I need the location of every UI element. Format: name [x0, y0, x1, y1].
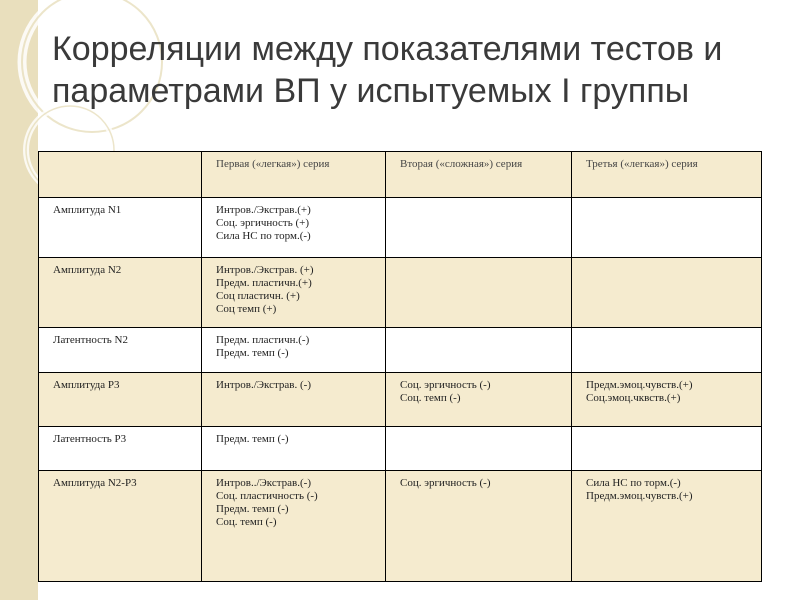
cell-line: Соц.эмоц.чквств.(+) — [586, 392, 681, 404]
table-cell-empty — [386, 258, 572, 328]
table-cell-empty — [386, 427, 572, 471]
table-cell — [202, 198, 386, 258]
row-label: Амплитуда P3 — [39, 373, 202, 427]
row-label: Амплитуда N2-P3 — [39, 471, 202, 582]
cell-line: Предм. темп (-) — [216, 433, 289, 445]
header-cell-series-1: Первая («легкая») серия — [202, 152, 386, 198]
table-row — [39, 427, 762, 471]
table-row — [39, 258, 762, 328]
table-cell-empty — [386, 328, 572, 373]
cell-line: Предм. пластичн.(-) — [216, 334, 310, 346]
cell-line: Сила НС по торм.(-) — [586, 477, 681, 489]
row-label: Латентность P3 — [39, 427, 202, 471]
table-cell — [202, 373, 386, 427]
table-row — [39, 471, 762, 582]
header-cell-series-3: Третья («легкая») серия — [572, 152, 762, 198]
cell-line: Интров./Экстрав. (+) — [216, 264, 314, 276]
cell-line: Соц. пластичность (-) — [216, 490, 318, 502]
cell-line: Предм. пластичн.(+) — [216, 277, 312, 289]
header-cell-empty — [39, 152, 202, 198]
cell-line: Соц. эргичность (+) — [216, 217, 310, 229]
cell-line: Предм. темп (-) — [216, 503, 289, 515]
cell-line: Соц. темп (-) — [400, 392, 461, 404]
cell-line: Интров../Экстрав.(-) — [216, 477, 311, 489]
cell-line: Предм.эмоц.чувств.(+) — [586, 490, 693, 502]
table-cell — [202, 427, 386, 471]
cell-line: Интров./Экстрав.(+) — [216, 204, 311, 216]
cell-line: Соц темп (+) — [216, 303, 277, 315]
cell-line: Соц. эргичность (-) — [400, 379, 491, 391]
cell-line: Интров./Экстрав. (-) — [216, 379, 311, 391]
cell-line: Соц. эргичность (-) — [400, 477, 491, 489]
table-cell — [202, 258, 386, 328]
table-row — [39, 198, 762, 258]
table-row — [39, 328, 762, 373]
table-row — [39, 373, 762, 427]
correlation-table — [38, 151, 762, 582]
cell-line: Предм. темп (-) — [216, 347, 289, 359]
table-cell-empty — [386, 198, 572, 258]
table-cell — [202, 471, 386, 582]
slide-title — [52, 28, 782, 112]
table-cell — [386, 471, 572, 582]
header-cell-series-2: Вторая («сложная») серия — [386, 152, 572, 198]
cell-line: Соц. темп (-) — [216, 516, 277, 528]
table-cell-empty — [572, 258, 762, 328]
cell-line: Соц пластичн. (+) — [216, 290, 300, 302]
row-label: Амплитуда N2 — [39, 258, 202, 328]
table-cell — [572, 471, 762, 582]
table-header-row — [39, 152, 762, 198]
table-cell-empty — [572, 328, 762, 373]
table-cell — [572, 373, 762, 427]
table-cell — [202, 328, 386, 373]
table-cell-empty — [572, 198, 762, 258]
slide-title-line: параметрами ВП у испытуемых I группы — [52, 72, 690, 110]
row-label: Латентность N2 — [39, 328, 202, 373]
slide-title-line: Корреляции между показателями тестов и — [52, 30, 723, 68]
table-cell-empty — [572, 427, 762, 471]
cell-line: Предм.эмоц.чувств.(+) — [586, 379, 693, 391]
cell-line: Сила НС по торм.(-) — [216, 230, 311, 242]
table-cell — [386, 373, 572, 427]
row-label: Амплитуда N1 — [39, 198, 202, 258]
